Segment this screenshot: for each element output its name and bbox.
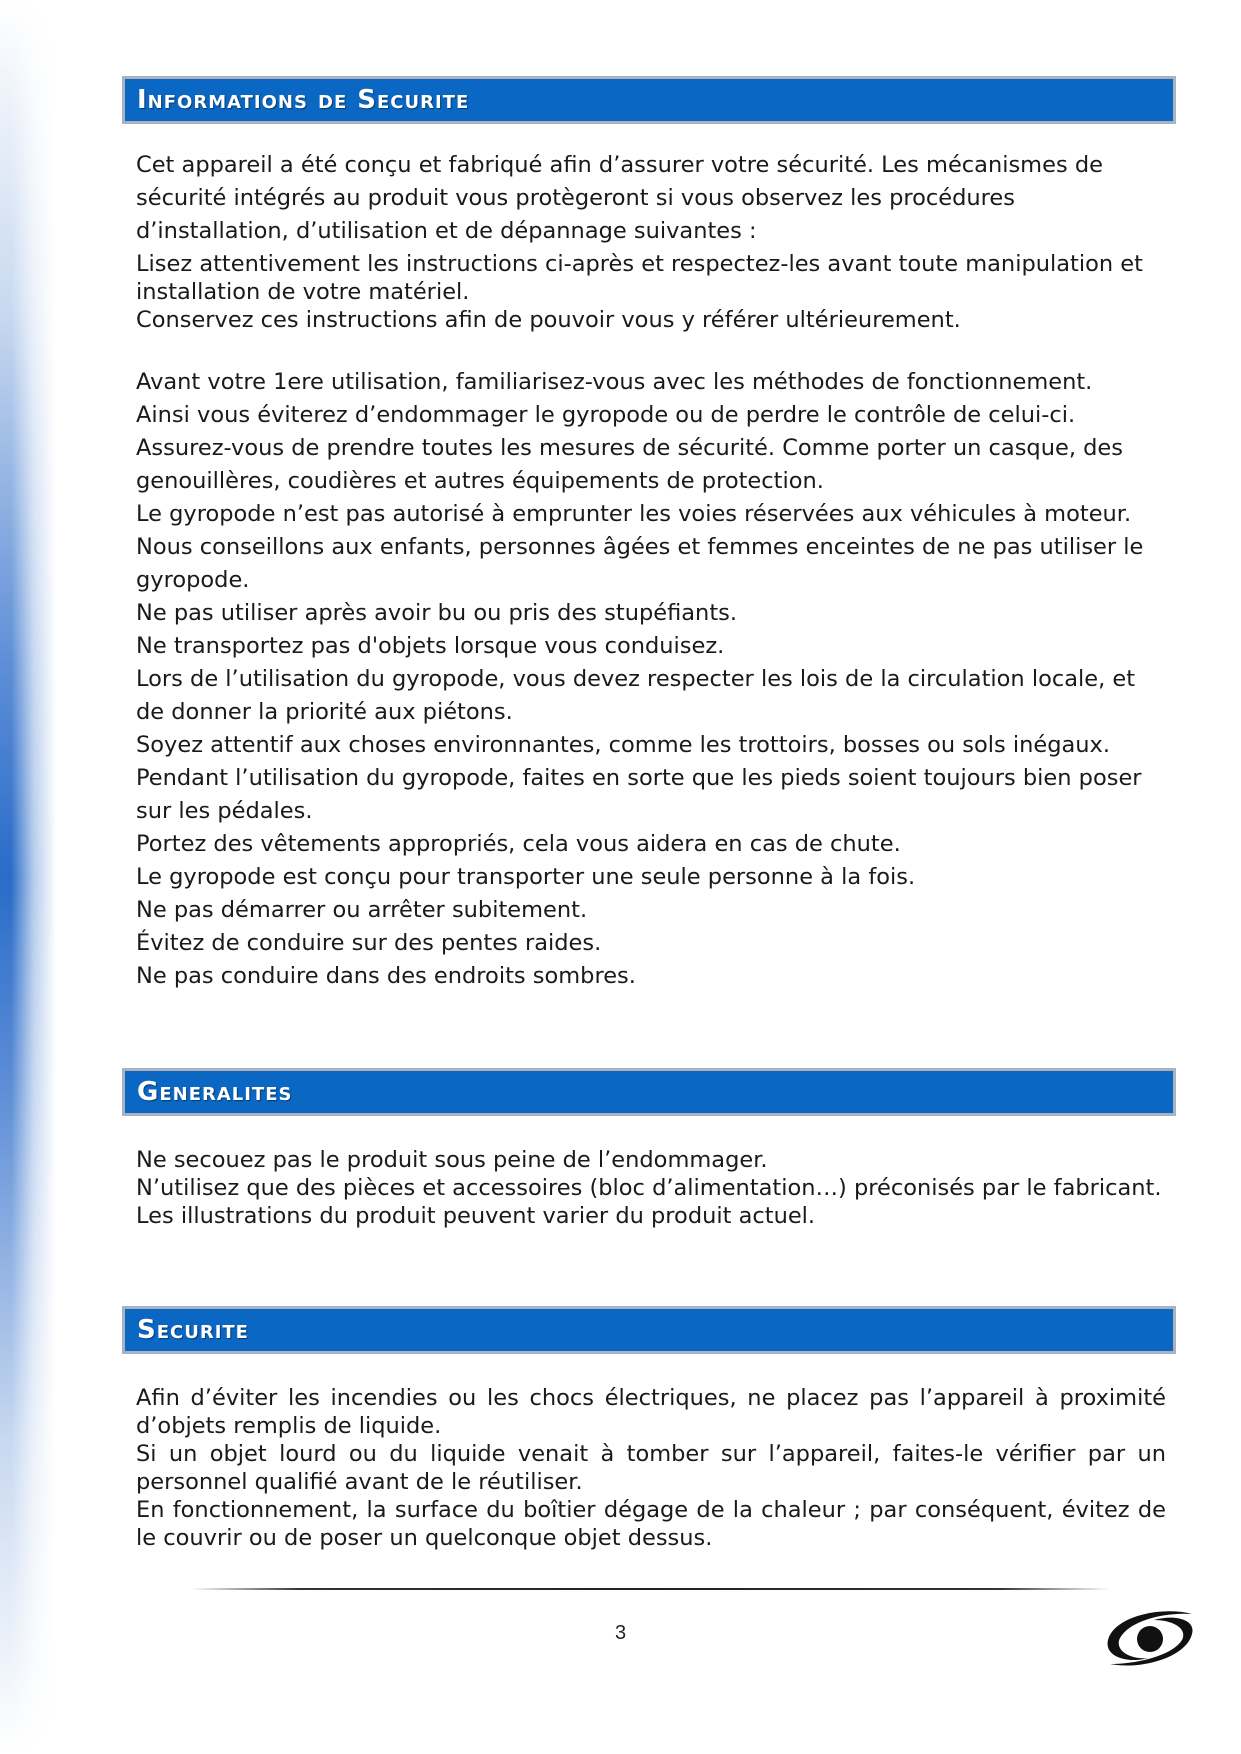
- rule-line: Évitez de conduire sur des pentes raides.: [136, 930, 602, 956]
- rule-line: Ainsi vous éviterez d’endommager le gyropode ou de perdre le contrôle de celui-ci.: [136, 402, 1076, 428]
- general-body: [136, 1146, 1166, 1230]
- decorative-side-gradient: [0, 0, 56, 1754]
- rule-line: de donner la priorité aux piétons.: [136, 699, 513, 725]
- section-header-safety-info: [122, 76, 1176, 124]
- footer-divider: [190, 1588, 1110, 1590]
- rule-line: Le gyropode n’est pas autorisé à emprunter les voies réservées aux véhicules à moteur.: [136, 501, 1132, 527]
- section-header-general: [122, 1068, 1176, 1116]
- brand-logo-icon: [1100, 1598, 1200, 1678]
- rule-line: Nous conseillons aux enfants, personnes âgées et femmes enceintes de ne pas utiliser le: [136, 534, 1144, 560]
- rule-line: sur les pédales.: [136, 798, 313, 824]
- rule-line: genouillères, coudières et autres équipements de protection.: [136, 468, 824, 494]
- rule-line: Ne transportez pas d'objets lorsque vous conduisez.: [136, 633, 725, 659]
- instruction-line: Lisez attentivement les instructions ci-après et respectez-les avant toute manipulation et: [136, 251, 1143, 277]
- rule-line: Avant votre 1ere utilisation, familiarisez-vous avec les méthodes de fonctionnement.: [136, 369, 1093, 395]
- page-number: 3: [614, 1622, 627, 1644]
- rule-line: Soyez attentif aux choses environnantes, comme les trottoirs, bosses ou sols inégaux.: [136, 732, 1111, 758]
- rule-line: Le gyropode est conçu pour transporter une seule personne à la fois.: [136, 864, 916, 890]
- section-title-general: Generalites: [137, 1077, 293, 1107]
- intro-line: d’installation, d’utilisation et de dépannage suivantes :: [136, 218, 757, 244]
- instruction-line: installation de votre matériel.: [136, 279, 470, 305]
- rule-line: Assurez-vous de prendre toutes les mesures de sécurité. Comme porter un casque, des: [136, 435, 1123, 461]
- rule-line: Ne pas utiliser après avoir bu ou pris des stupéfiants.: [136, 600, 738, 626]
- section-title-safety-info: Informations de Securite: [137, 85, 470, 115]
- intro-line: Cet appareil a été conçu et fabriqué afin d’assurer votre sécurité. Les mécanismes de: [136, 152, 1103, 178]
- general-line: Ne secouez pas le produit sous peine de l’endommager.: [136, 1147, 768, 1173]
- instruction-line: Conservez ces instructions afin de pouvoir vous y référer ultérieurement.: [136, 307, 961, 333]
- rule-line: Ne pas conduire dans des endroits sombres.: [136, 963, 636, 989]
- security-paragraph: Si un objet lourd ou du liquide venait à tomber sur l’appareil, faites-le vérifier par un personnel qualifié avant de le réutiliser.: [136, 1441, 1166, 1495]
- security-paragraph: Afin d’éviter les incendies ou les chocs électriques, ne placez pas l’appareil à proximité d’objets remplis de liquide.: [136, 1385, 1166, 1439]
- rule-line: Pendant l’utilisation du gyropode, faites en sorte que les pieds soient toujours bien poser: [136, 765, 1142, 791]
- safety-info-body: [136, 149, 1166, 993]
- general-line: N’utilisez que des pièces et accessoires (bloc d’alimentation…) préconisés par le fabricant.: [136, 1175, 1162, 1201]
- intro-line: sécurité intégrés au produit vous protègeront si vous observez les procédures: [136, 185, 1015, 211]
- security-body: [136, 1384, 1166, 1552]
- security-paragraph: En fonctionnement, la surface du boîtier dégage de la chaleur ; par conséquent, évitez de le couvrir ou de poser un quelconque objet dessus.: [136, 1497, 1166, 1551]
- rule-line: Ne pas démarrer ou arrêter subitement.: [136, 897, 588, 923]
- rule-line: Lors de l’utilisation du gyropode, vous devez respecter les lois de la circulation locale, et: [136, 666, 1136, 692]
- rule-line: Portez des vêtements appropriés, cela vous aidera en cas de chute.: [136, 831, 901, 857]
- section-header-security: [122, 1306, 1176, 1354]
- general-line: Les illustrations du produit peuvent varier du produit actuel.: [136, 1203, 816, 1229]
- section-title-security: Securite: [137, 1315, 249, 1345]
- rule-line: gyropode.: [136, 567, 250, 593]
